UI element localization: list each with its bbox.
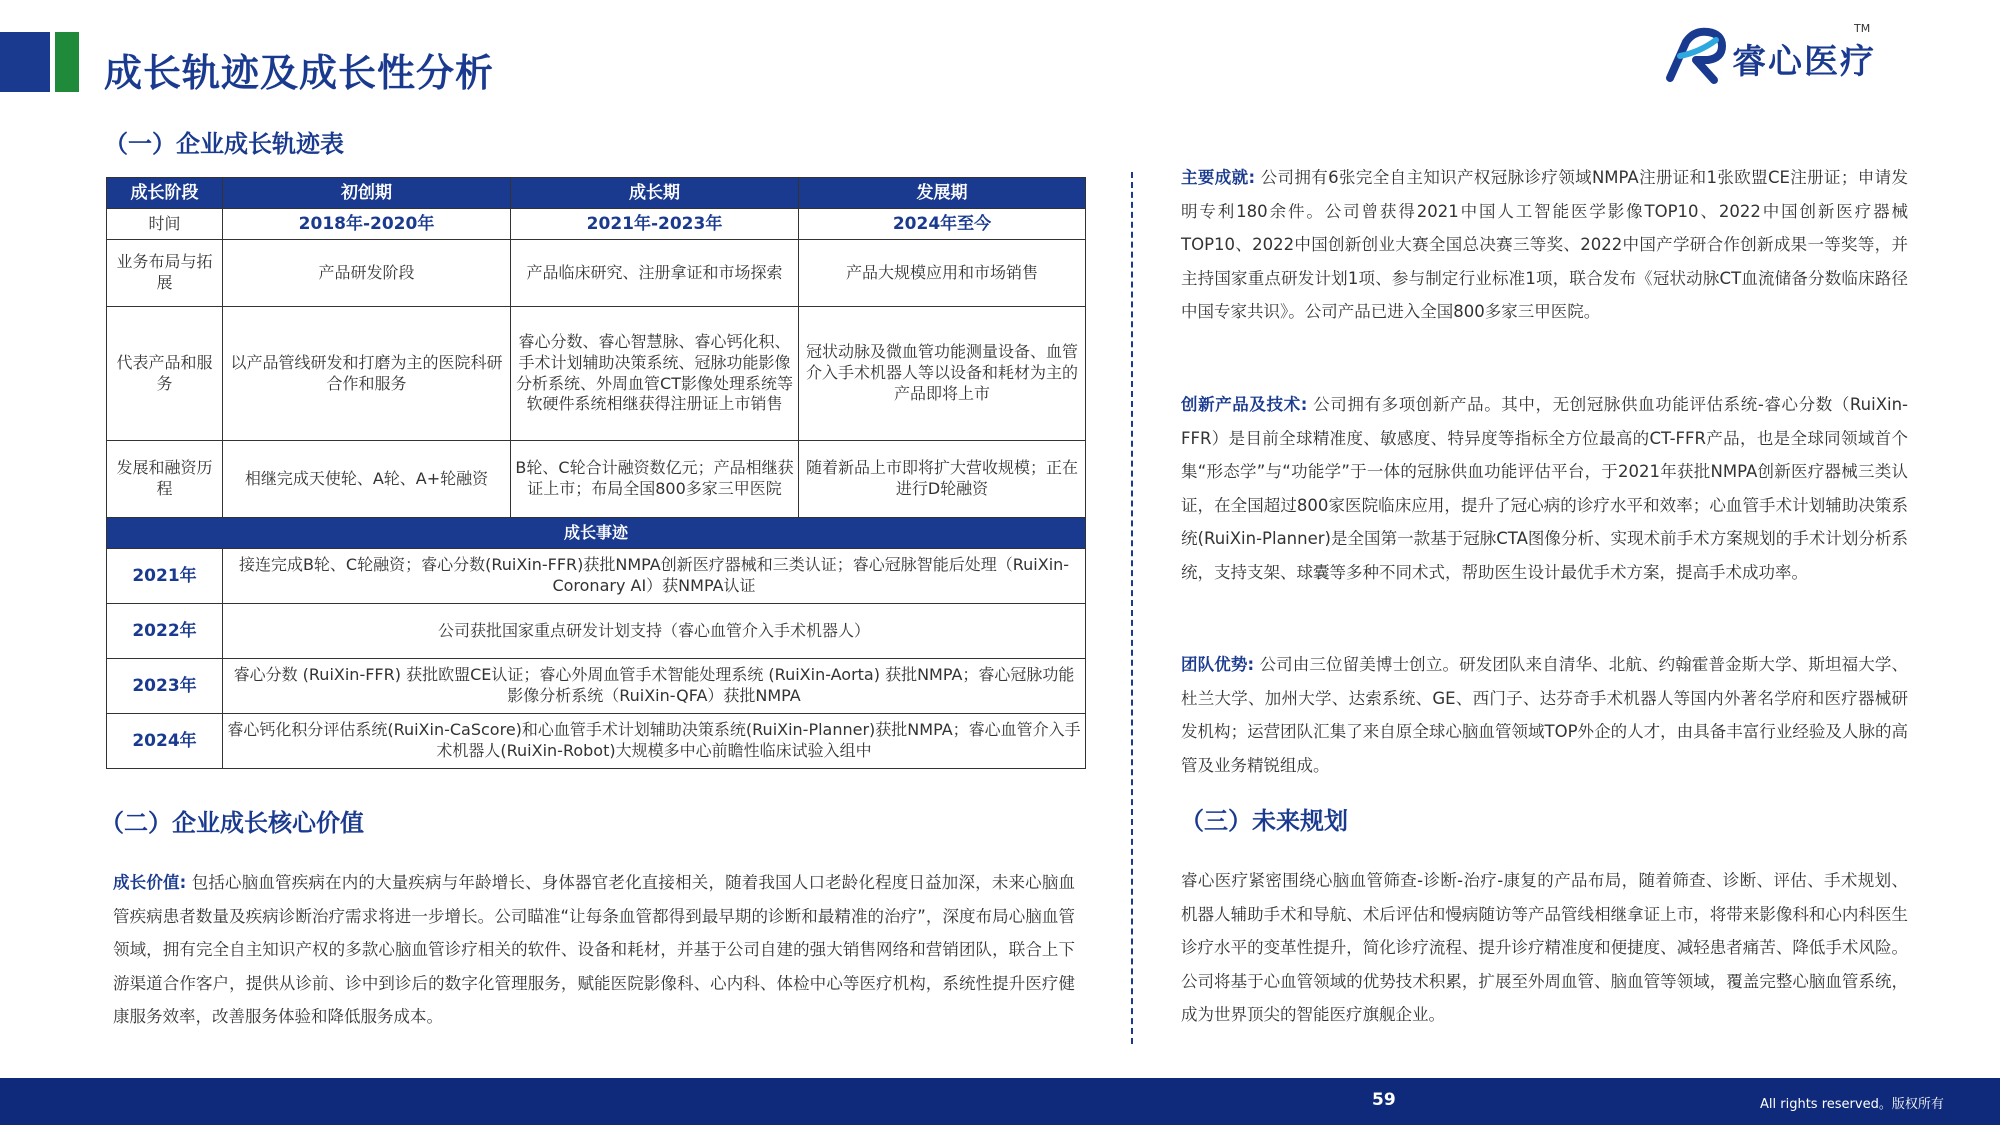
section-title-future: （三）未来规划	[1180, 807, 1348, 835]
page-title: 成长轨迹及成长性分析	[104, 51, 495, 95]
table-row-products	[107, 307, 1086, 441]
company-logo	[1660, 22, 1920, 92]
header-growth: 成长期	[511, 178, 799, 209]
table-row-event	[107, 659, 1086, 714]
page-number: 59	[1372, 1090, 1396, 1110]
innovation-label: 创新产品及技术:	[1181, 395, 1308, 414]
period-startup: 2018年-2020年	[223, 209, 511, 240]
row-label-time: 时间	[107, 209, 223, 240]
row-label-layout: 业务布局与拓展	[107, 240, 223, 307]
products-development: 冠状动脉及微血管功能测量设备、血管介入手术机器人等以设备和耗材为主的产品即将上市	[799, 307, 1086, 441]
header-accent-blue	[0, 32, 50, 92]
core-value-label: 成长价值:	[113, 873, 187, 892]
event-year: 2021年	[107, 549, 223, 604]
innovation-paragraph	[1181, 388, 1908, 589]
footer-bar	[0, 1078, 2000, 1125]
event-text: 公司获批国家重点研发计划支持（睿心血管介入手术机器人）	[223, 604, 1086, 659]
funding-startup: 相继完成天使轮、A轮、A+轮融资	[223, 441, 511, 518]
products-startup: 以产品管线研发和打磨为主的医院科研合作和服务	[223, 307, 511, 441]
team-text: 公司由三位留美博士创立。研发团队来自清华、北航、约翰霍普金斯大学、斯坦福大学、杜兰大学、加州大学、达索系统、GE、西门子、达芬奇手术机器人等国内外著名学府和医疗器械研发机构；运营团队汇集了来自原全球心脑血管领域TOP外企的人才，由具备丰富行业经验及人脉的高管及业务精锐组成。	[1181, 655, 1908, 775]
funding-growth: B轮、C轮合计融资数亿元；产品相继获证上市；布局全国800多家三甲医院	[511, 441, 799, 518]
table-row-layout	[107, 240, 1086, 307]
logo-mark-icon	[1660, 22, 1740, 86]
event-text: 睿心分数 (RuiXin-FFR) 获批欧盟CE认证；睿心外周血管手术智能处理系统 (RuiXin-Aorta) 获批NMPA；睿心冠脉功能影像分析系统（RuiXin-QFA）获批NMPA	[223, 659, 1086, 714]
layout-startup: 产品研发阶段	[223, 240, 511, 307]
core-value-paragraph	[113, 866, 1075, 1034]
event-text: 接连完成B轮、C轮融资；睿心分数(RuiXin-FFR)获批NMPA创新医疗器械和三类认证；睿心冠脉智能后处理（RuiXin-Coronary AI）获NMPA认证	[223, 549, 1086, 604]
future-paragraph: 睿心医疗紧密围绕心脑血管筛查-诊断-治疗-康复的产品布局，随着筛查、诊断、评估、手术规划、机器人辅助手术和导航、术后评估和慢病随访等产品管线相继拿证上市，将带来影像科和心内科医生诊疗水平的变革性提升，简化诊疗流程、提升诊疗精准度和便捷度、减轻患者痛苦、降低手术风险。公司将基于心血管领域的优势技术积累，扩展至外周血管、脑血管等领域，覆盖完整心脑血管系统，成为世界顶尖的智能医疗旗舰企业。	[1181, 871, 1908, 1024]
event-year: 2023年	[107, 659, 223, 714]
event-year: 2022年	[107, 604, 223, 659]
header-startup: 初创期	[223, 178, 511, 209]
copyright-text: All rights reserved。版权所有	[1760, 1097, 1944, 1112]
event-year: 2024年	[107, 714, 223, 769]
achievements-label: 主要成就:	[1181, 168, 1256, 187]
achievements-text: 公司拥有6张完全自主知识产权冠脉诊疗领域NMPA注册证和1张欧盟CE注册证；申请发明专利180余件。公司曾获得2021中国人工智能医学影像TOP10、2022中国创新医疗器械TOP10、2022中国创新创业大赛全国总决赛三等奖、2022中国产学研合作创新成果一等奖等，并主持国家重点研发计划1项、参与制定行业标准1项，联合发布《冠状动脉CT血流储备分数临床路径中国专家共识》。公司产品已进入全国800多家三甲医院。	[1181, 168, 1908, 321]
section-title-core-value: （二）企业成长核心价值	[100, 809, 364, 837]
table-header-row	[107, 178, 1086, 209]
column-divider	[1131, 172, 1133, 1044]
layout-development: 产品大规模应用和市场销售	[799, 240, 1086, 307]
funding-development: 随着新品上市即将扩大营收规模；正在进行D轮融资	[799, 441, 1086, 518]
event-text: 睿心钙化积分评估系统(RuiXin-CaScore)和心血管手术计划辅助决策系统(RuiXin-Planner)获批NMPA；睿心血管介入手术机器人(RuiXin-Robot)大规模多中心前瞻性临床试验入组中	[223, 714, 1086, 769]
core-value-text: 包括心脑血管疾病在内的大量疾病与年龄增长、身体器官老化直接相关，随着我国人口老龄化程度日益加深，未来心脑血管疾病患者数量及疾病诊断治疗需求将进一步增长。公司瞄准“让每条血管都得到最早期的诊断和最精准的治疗”，深度布局心脑血管领域，拥有完全自主知识产权的多款心脑血管诊疗相关的软件、设备和耗材，并基于公司自建的强大销售网络和营销团队，联合上下游渠道合作客户，提供从诊前、诊中到诊后的数字化管理服务，赋能医院影像科、心内科、体检中心等医疗机构，系统性提升医疗健康服务效率，改善服务体验和降低服务成本。	[113, 873, 1075, 1026]
header-stage: 成长阶段	[107, 178, 223, 209]
logo-text: 睿心医疗	[1732, 42, 1876, 82]
table-row-event	[107, 604, 1086, 659]
header-development: 发展期	[799, 178, 1086, 209]
events-header: 成长事迹	[107, 518, 1086, 549]
header-accent-green	[55, 32, 79, 92]
growth-track-table	[106, 177, 1086, 769]
achievements-paragraph	[1181, 161, 1908, 329]
period-growth: 2021年-2023年	[511, 209, 799, 240]
team-label: 团队优势:	[1181, 655, 1255, 674]
period-development: 2024年至今	[799, 209, 1086, 240]
table-row-events-header	[107, 518, 1086, 549]
innovation-text: 公司拥有多项创新产品。其中，无创冠脉供血功能评估系统-睿心分数（RuiXin-FFR）是目前全球精准度、敏感度、特异度等指标全方位最高的CT-FFR产品，也是全球同领域首个集“形态学”与“功能学”于一体的冠脉供血功能评估平台，于2021年获批NMPA创新医疗器械三类认证，在全国超过800家医院临床应用，提升了冠心病的诊疗水平和效率；心血管手术计划辅助决策系统(RuiXin-Planner)是全国第一款基于冠脉CTA图像分析、实现术前手术方案规划的手术计划分析系统，支持支架、球囊等多种不同术式，帮助医生设计最优手术方案，提高手术成功率。	[1181, 395, 1908, 582]
table-row-time	[107, 209, 1086, 240]
layout-growth: 产品临床研究、注册拿证和市场探索	[511, 240, 799, 307]
section-title-growth-track: （一）企业成长轨迹表	[104, 130, 344, 158]
logo-trademark: TM	[1854, 22, 1871, 35]
row-label-funding: 发展和融资历程	[107, 441, 223, 518]
team-paragraph	[1181, 648, 1908, 782]
table-row-event	[107, 714, 1086, 769]
products-growth: 睿心分数、睿心智慧脉、睿心钙化积、手术计划辅助决策系统、冠脉功能影像分析系统、外周血管CT影像处理系统等软硬件系统相继获得注册证上市销售	[511, 307, 799, 441]
table-row-funding	[107, 441, 1086, 518]
table-row-event	[107, 549, 1086, 604]
row-label-products: 代表产品和服务	[107, 307, 223, 441]
